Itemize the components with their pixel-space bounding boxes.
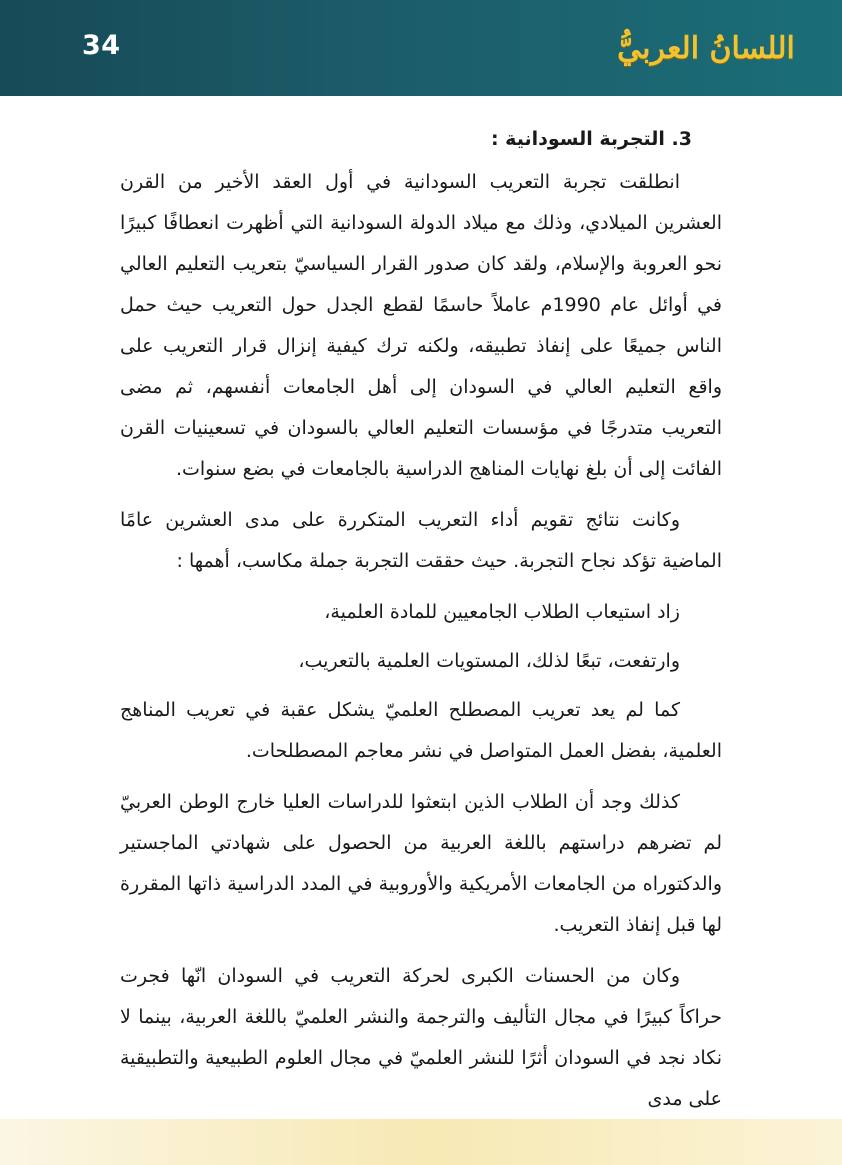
paragraph-terminology: كما لم يعد تعريب المصطلح العلميّ يشكل عقبة في تعريب المناهج العلمية، بفضل العمل المتواصل في نشر معاجم المصطلحات. <box>120 699 722 762</box>
paragraph-publishing: وكان من الحسنات الكبرى لحركة التعريب في السودان انّها فجرت حراكاً كبيرًا في مجال التأليف والترجمة والنشر العلميّ باللغة العربية، بينما لا نكاد نجد في السودان أثرًا للنشر العلميّ في مجال العلوم الطبيعية والتطبيقية على مدى <box>120 965 722 1110</box>
section-heading: 3. التجربة السودانية : <box>490 128 692 150</box>
paragraph-evaluation: وكانت نتائج تقويم أداء التعريب المتكررة على مدى العشرين عامًا الماضية تؤكد نجاح التجربة. حيث حققت التجربة جملة مكاسب، أهمها : <box>120 509 722 572</box>
paragraph-graduate-students: كذلك وجد أن الطلاب الذين ابتعثوا للدراسات العليا خارج الوطن العربيّ لم تضرهم دراستهم باللغة العربية من الحصول على شهادتي الماجستير والدكتوراه من الجامعات الأمريكية والأوروبية في المدد الدراسية ذاتها المقررة لها قبل إنفاذ التعريب. <box>120 791 722 936</box>
header-band <box>0 0 842 96</box>
article-body <box>120 122 722 1130</box>
result-item-levels: وارتفعت، تبعًا لذلك، المستويات العلمية بالتعريب، <box>298 650 680 672</box>
page-number: 34 <box>82 30 121 61</box>
result-item-absorption: زاد استيعاب الطلاب الجامعيين للمادة العلمية، <box>324 601 680 623</box>
journal-logo <box>617 24 795 72</box>
footer-band <box>0 1119 842 1165</box>
journal-title: اللسانُ العربيُّ <box>617 30 795 66</box>
paragraph-intro: انطلقت تجربة التعريب السودانية في أول العقد الأخير من القرن العشرين الميلادي، وذلك مع ميلاد الدولة السودانية التي أظهرت انعطافًا كبيرًا نحو العروبة والإسلام، ولقد كان صدور القرار السياسيّ بتعريب التعليم العالي في أوائل عام 1990م عاملاً حاسمًا لقطع الجدل حول التعريب حيث حمل الناس جميعًا على إنفاذ تطبيقه، ولكنه ترك كيفية إنزال قرار التعريب على واقع التعليم العالي في السودان إلى أهل الجامعات أنفسهم، ثم مضى التعريب متدرجًا في مؤسسات التعليم العالي بالسودان في تسعينيات القرن الفائت إلى أن بلغ نهايات المناهج الدراسية بالجامعات في بضع سنوات. <box>120 171 723 480</box>
